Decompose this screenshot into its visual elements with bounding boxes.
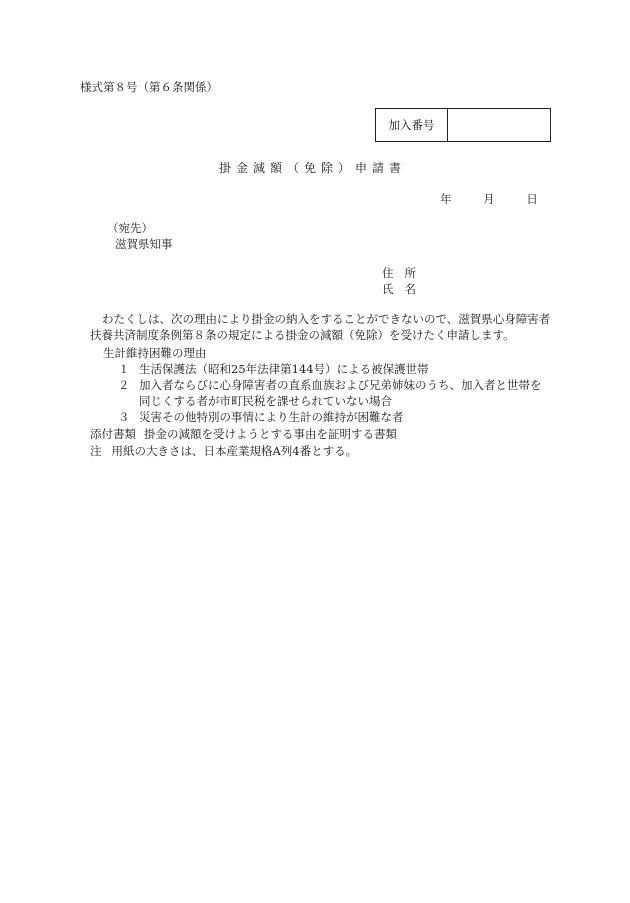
reason-text: 災害その他特別の事情により生計の維持が困難な者 [139,410,404,424]
note-text: 用紙の大きさは、日本産業規格A列4番とする。 [111,444,358,458]
application-statement: わたくしは、次の理由により掛金の納入をすることができないので、滋賀県心身障害者扶養共済制度条例第８条の規定による掛金の減額（免除）を受けたく申請します。 [90,312,551,342]
addressee-prefix: （宛先） [107,221,153,235]
document-title: 掛金減額（免除）申請書 [219,161,407,175]
form-number: 様式第８号（第６条関係） [80,80,218,94]
member-number-box [375,108,551,142]
attachments-label: 添付書類 [90,427,136,441]
reason-number: ３ [118,410,130,424]
member-number-label: 加入番号 [376,109,448,141]
addressee-name: 滋賀県知事 [115,237,173,251]
date-row [440,191,538,207]
date-year-label: 年 [440,192,452,206]
date-day-label: 日 [526,192,538,206]
note-line [90,443,357,459]
reason-number: １ [118,362,130,376]
applicant-name-label: 氏名 [382,282,427,296]
attachments-text: 掛金の減額を受けようとする事由を証明する書類 [144,427,397,441]
date-month-label: 月 [483,192,495,206]
applicant-address-label: 住所 [382,266,427,280]
reason-text-continued: 同じくする者が市町民税を課せられていない場合 [139,394,392,408]
attachments-line [90,426,397,442]
reason-number: ２ [118,378,130,392]
reason-text: 生活保護法（昭和25年法律第144号）による被保護世帯 [139,362,429,376]
reasons-heading: 生計維持困難の理由 [103,346,207,360]
reason-item [118,409,404,425]
reason-item [118,361,429,377]
reason-item [118,377,542,393]
reason-text: 加入者ならびに心身障害者の直系血族および兄弟姉妹のうち、加入者と世帯を [139,378,542,392]
member-number-field[interactable] [448,109,550,141]
note-label: 注 [90,444,102,458]
